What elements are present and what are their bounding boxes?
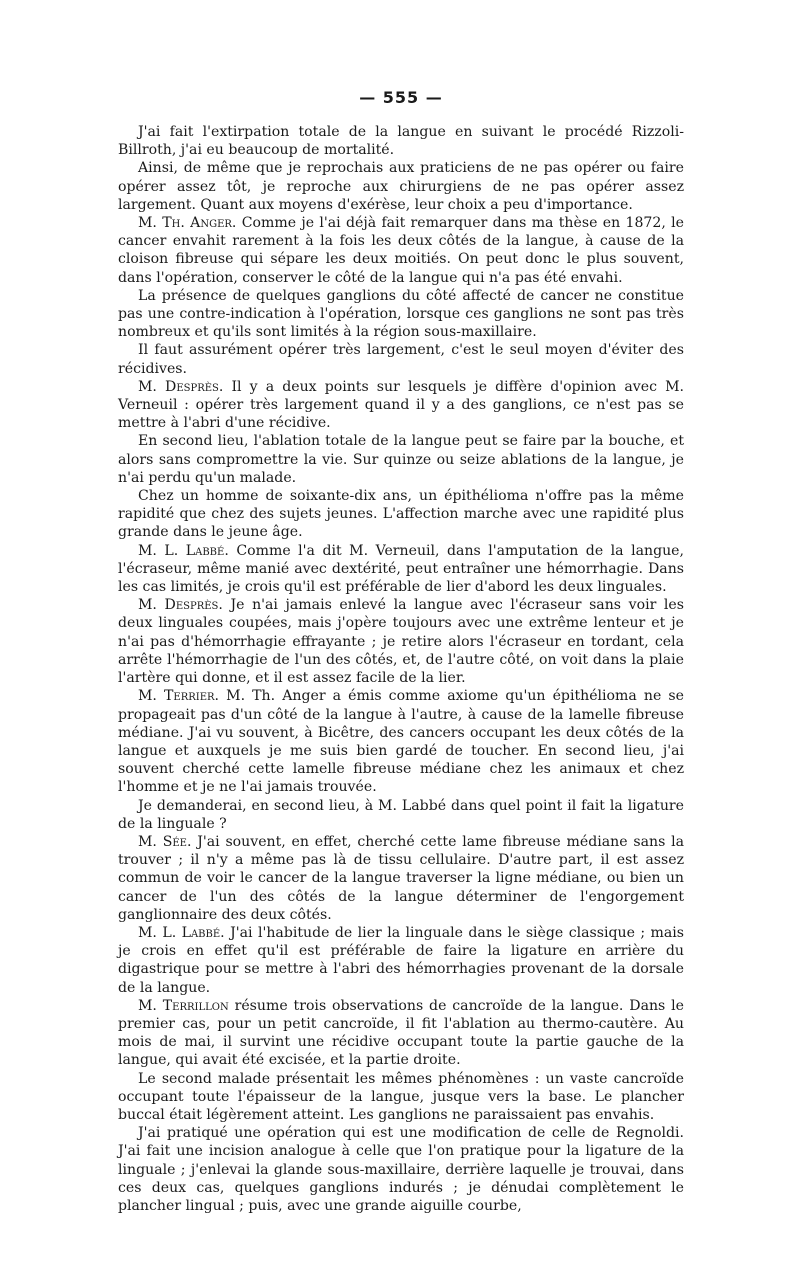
- paragraph-text: Ainsi, de même que je reprochais aux praticiens de ne pas opérer ou faire opérer assez tôt, je reproche aux chirurgiens de ne pas opérer assez largement. Quant aux moyens d'exérèse, leur choix a peu d'importance.: [118, 160, 684, 213]
- speaker-name: M. Desprès.: [138, 378, 224, 395]
- paragraph-text: J'ai souvent, en effet, cherché cette lame fibreuse médiane sans la trouver ; il n'y a même pas là de tissu cellulaire. D'autre part, il est assez commun de voir le cancer de la langue traverser la ligne médiane, ou bien un cancer de l'un des côtés de la langue déterminer de l'engorgement ganglionnaire des deux côtés.: [118, 833, 684, 923]
- paragraph-text: Il faut assurément opérer très largement, c'est le seul moyen d'éviter des récidives.: [118, 342, 684, 377]
- paragraph-text: résume trois observations de cancroïde de la langue. Dans le premier cas, pour un petit cancroïde, il fit l'ablation au thermo-cautère. Au mois de mai, il survint une récidive occupant toute la partie gauche de la langue, qui avait été excisée, et la partie droite.: [118, 997, 684, 1069]
- paragraph-text: La présence de quelques ganglions du côté affecté de cancer ne constitue pas une contre-indication à l'opération, lorsque ces ganglions ne sont pas très nombreux et qu'ils sont limités à la région sous-maxillaire.: [118, 287, 684, 341]
- paragraph: [118, 378, 684, 433]
- paragraph-text: J'ai l'habitude de lier la linguale dans le siège classique ; mais je crois en effet qu'il est préférable de faire la ligature en arrière du digastrique pour se mettre à l'abri des hémorrhagies provenant de la dorsale de la langue.: [118, 924, 685, 996]
- paragraph: [118, 432, 684, 487]
- paragraph: [118, 287, 684, 342]
- speaker-name: M. Sée.: [138, 833, 192, 850]
- paragraph: [118, 833, 684, 924]
- paragraph: [118, 924, 684, 997]
- paragraph: [118, 542, 684, 597]
- speaker-name: M. Th. Anger.: [138, 215, 237, 232]
- paragraph: [118, 596, 684, 687]
- speaker-name: M. L. Labbé.: [138, 924, 225, 941]
- paragraph: [118, 997, 684, 1070]
- paragraph: [118, 687, 684, 796]
- paragraph-text: Comme je l'ai déjà fait remarquer dans ma thèse en 1872, le cancer envahit rarement à la fois les deux côtés de la langue, à cause de la cloison fibreuse qui sépare les deux moitiés. On peut donc le plus souvent, dans l'opération, conserver le côté de la langue qui n'a pas été envahi.: [118, 215, 684, 286]
- page-number: — 555 —: [359, 88, 443, 107]
- paragraph: [118, 123, 684, 159]
- paragraph-text: Je demanderai, en second lieu, à M. Labbé dans quel point il fait la ligature de la linguale ?: [118, 797, 684, 832]
- speaker-name: M. Terrillon: [138, 997, 229, 1014]
- page-body-text: [118, 123, 684, 1215]
- paragraph-text: J'ai fait l'extirpation totale de la langue en suivant le procédé Rizzoli-Billroth, j'ai eu beaucoup de mortalité.: [118, 124, 684, 159]
- paragraph: [118, 487, 684, 542]
- paragraph-text: J'ai pratiqué une opération qui est une modification de celle de Regnoldi. J'ai fait une incision analogue à celle que l'on pratique pour la ligature de la linguale ; j'enlevai la glande sous-maxillaire, derrière laquelle je trouvai, dans ces deux cas, quelques ganglions indurés ; je dénudai complètement le plancher lingual ; puis, avec une grande aiguille courbe,: [118, 1125, 684, 1214]
- paragraph: [118, 1124, 684, 1215]
- paragraph: [118, 214, 684, 287]
- book-page: [118, 88, 684, 1215]
- paragraph-text: Il y a deux points sur lesquels je diffère d'opinion avec M. Verneuil : opérer très largement quand il y a des ganglions, ce n'est pas se mettre à l'abri d'une récidive.: [118, 378, 684, 432]
- speaker-name: M. Terrier.: [138, 688, 220, 705]
- paragraph-text: Chez un homme de soixante-dix ans, un épithélioma n'offre pas la même rapidité que chez des sujets jeunes. L'affection marche avec une rapidité plus grande dans le jeune âge.: [118, 488, 684, 541]
- paragraph: [118, 159, 684, 214]
- paragraph-text: Comme l'a dit M. Verneuil, dans l'amputation de la langue, l'écraseur, même manié avec dextérité, peut entraîner une hémorrhagie. Dans les cas limités, je crois qu'il est préférable de lier d'abord les deux linguales.: [118, 542, 684, 596]
- paragraph: [118, 341, 684, 377]
- paragraph-text: En second lieu, l'ablation totale de la langue peut se faire par la bouche, et alors sans compromettre la vie. Sur quinze ou seize ablations de la langue, je n'ai perdu qu'un malade.: [118, 433, 684, 486]
- paragraph: [118, 797, 684, 833]
- speaker-name: M. Desprès.: [138, 597, 223, 614]
- speaker-name: M. L. Labbé.: [138, 542, 229, 559]
- paragraph: [118, 1070, 684, 1125]
- paragraph-text: M. Th. Anger a émis comme axiome qu'un épithélioma ne se propageait pas d'un côté de la langue à l'autre, à cause de la lamelle fibreuse médiane. J'ai vu souvent, à Bicêtre, des cancers occupant les deux côtés de la langue et auxquels je me suis bien gardé de toucher. En second lieu, j'ai souvent cherché cette lamelle fibreuse médiane chez les animaux et chez l'homme et je ne l'ai jamais trouvée.: [118, 688, 684, 796]
- paragraph-text: Le second malade présentait les mêmes phénomènes : un vaste cancroïde occupant toute l'épaisseur de la langue, jusque vers la base. Le plancher buccal était légèrement atteint. Les ganglions ne paraissaient pas envahis.: [118, 1070, 684, 1123]
- paragraph-text: Je n'ai jamais enlevé la langue avec l'écraseur sans voir les deux linguales coupées, mais j'opère toujours avec une extrême lenteur et je n'ai pas d'hémorrhagie effrayante ; je retire alors l'écraseur en tordant, cela arrête l'hémorrhagie de l'un des côtés, et, de l'autre côté, on voit dans la plaie l'artère qui donne, et il est assez facile de la lier.: [118, 597, 685, 687]
